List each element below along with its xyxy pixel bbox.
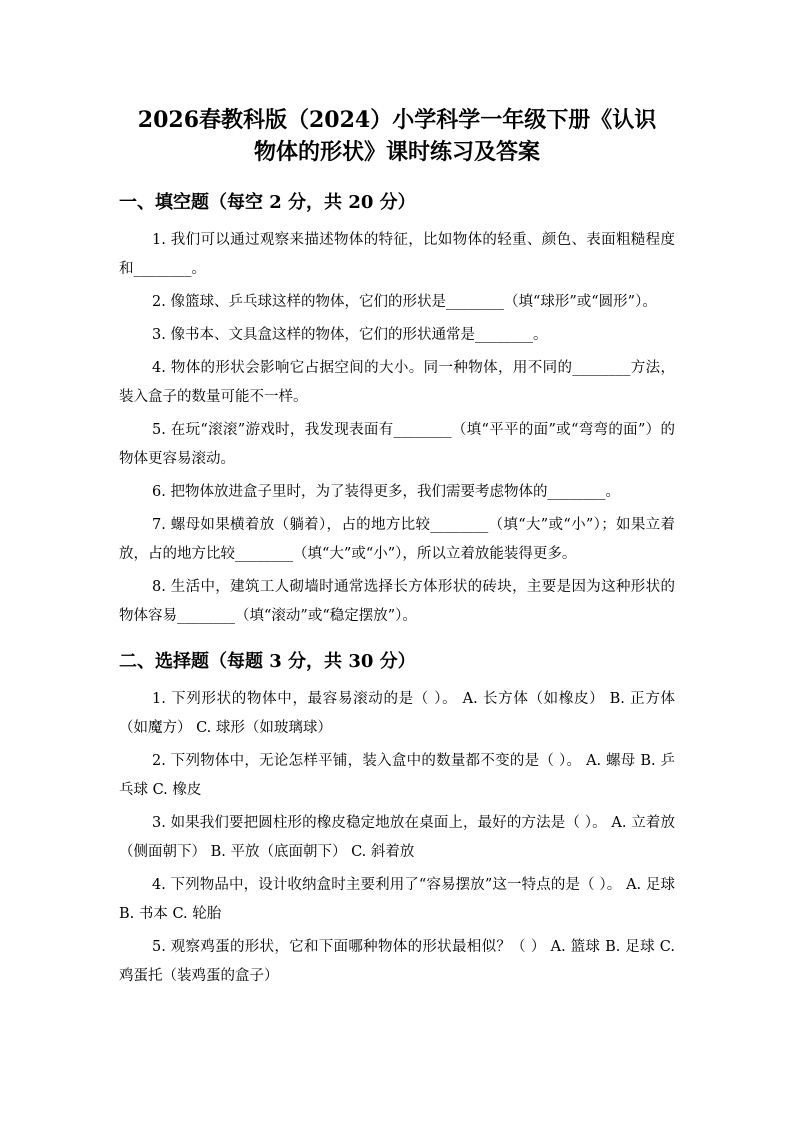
fill-in-question-5: 5. 在玩“滚滚”游戏时，我发现表面有________（填“平平的面”或“弯弯的面”）的物体更容易滚动。: [119, 422, 675, 467]
choice-question-list: [119, 685, 675, 991]
fill-in-question-8: 8. 生活中，建筑工人砌墙时通常选择长方体形状的砖块，主要是因为这种形状的物体容易________（填“滚动”或“稳定摆放”）。: [119, 579, 675, 624]
fill-in-question-1: 1. 我们可以通过观察来描述物体的特征，比如物体的轻重、颜色、表面粗糙程度和________。: [119, 232, 675, 277]
title-line-2: 物体的形状》课时练习及答案: [253, 139, 540, 165]
fill-in-question-3: 3. 像书本、文具盒这样的物体，它们的形状通常是________。: [152, 327, 548, 343]
choice-question-3: 3. 如果我们要把圆柱形的橡皮稳定地放在桌面上，最好的方法是（ ）。 A. 立着放（侧面朝下） B. 平放（底面朝下） C. 斜着放: [119, 815, 675, 860]
choice-question-4: 4. 下列物品中，设计收纳盒时主要利用了“容易摆放”这一特点的是（ ）。 A. 足球 B. 书本 C. 轮胎: [119, 877, 675, 922]
fill-in-question-6: 6. 把物体放进盒子里时，为了装得更多，我们需要考虑物体的________。: [152, 484, 620, 500]
title-line-1: 2026春教科版（2024）小学科学一年级下册《认识: [137, 107, 657, 133]
choice-question-1: 1. 下列形状的物体中，最容易滚动的是（ ）。 A. 长方体（如橡皮） B. 正方体（如魔方） C. 球形（如玻璃球）: [119, 691, 675, 736]
fill-in-question-list: [119, 226, 675, 631]
choice-question-5: 5. 观察鸡蛋的形状，它和下面哪种物体的形状最相似？（ ） A. 篮球 B. 足球 C. 鸡蛋托（装鸡蛋的盒子）: [119, 939, 675, 984]
fill-in-question-4: 4. 物体的形状会影响它占据空间的大小。同一种物体，用不同的________方法，装入盒子的数量可能不一样。: [119, 360, 675, 405]
document-title: [119, 0, 675, 168]
choice-question-2: 2. 下列物体中，无论怎样平铺，装入盒中的数量都不变的是（ ）。 A. 螺母 B. 乒乓球 C. 橡皮: [119, 753, 675, 798]
fill-in-question-2: 2. 像篮球、乒乓球这样的物体，它们的形状是________（填“球形”或“圆形”）。: [152, 294, 657, 310]
fill-in-question-7: 7. 螺母如果横着放（躺着），占的地方比较________（填“大”或“小”）；如果立着放，占的地方比较________（填“大”或“小”），所以立着放能装得更多。: [119, 517, 675, 562]
section-heading-fill-in: 一、填空题（每空 2 分，共 20 分）: [119, 192, 416, 213]
section-heading-multiple-choice: 二、选择题（每题 3 分，共 30 分）: [119, 651, 416, 672]
